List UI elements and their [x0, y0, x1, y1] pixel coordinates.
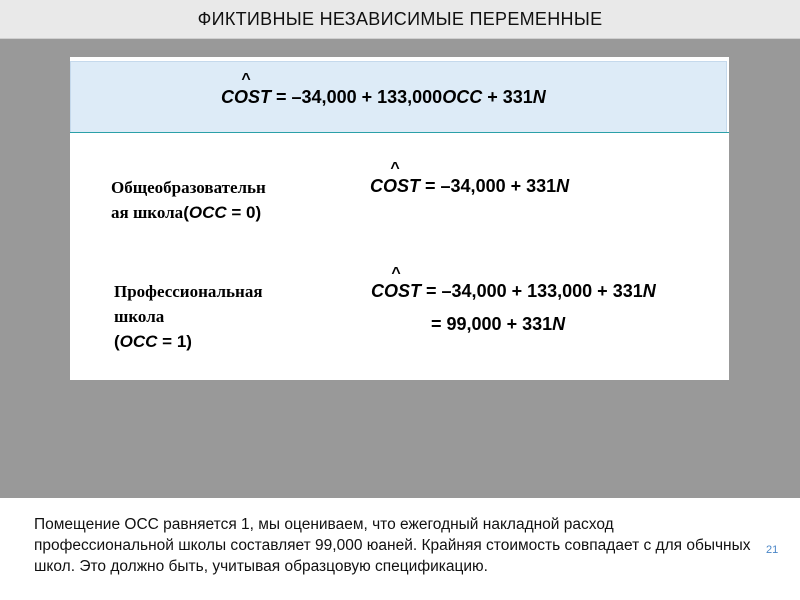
content-panel — [70, 57, 729, 380]
condition — [114, 329, 263, 354]
hat-symbol: ^ — [391, 265, 401, 282]
condition — [183, 203, 261, 222]
equation-part: = –34,000 + 331 — [420, 176, 557, 196]
n-variable: N — [532, 87, 546, 107]
n-variable: N — [552, 314, 566, 334]
page-number: 21 — [766, 544, 779, 556]
cost-hat-term — [370, 160, 421, 197]
slide-title-bar — [0, 0, 800, 39]
speaker-notes — [0, 498, 800, 600]
label-text: ая школа — [111, 203, 184, 222]
cost-hat-term — [221, 71, 272, 108]
occ-variable: OCC — [119, 332, 158, 351]
notes-text: Помещение ОСС равняется 1, мы оцениваем, что ежегодный накладной расход профессиональной школы составляет 99,000 юаней. Крайняя стоимость совпадает с для обычных школ. Это должно быть, учитывая образцовую спецификацию. — [34, 516, 751, 575]
general-school-label — [111, 175, 266, 225]
divider-line — [70, 132, 729, 133]
cost-hat-term — [371, 265, 422, 302]
occ-variable: OCC — [442, 87, 483, 107]
hat-symbol: ^ — [390, 160, 400, 177]
occ-variable: OCC — [188, 203, 227, 222]
n-variable: N — [642, 281, 656, 301]
equation-part: + 331 — [482, 87, 533, 107]
cond-open: ( — [114, 332, 120, 351]
main-equation — [221, 71, 546, 108]
general-school-equation — [370, 160, 570, 197]
equation-part: = –34,000 + 133,000 — [271, 87, 443, 107]
label-line — [111, 200, 266, 225]
cost-variable: COST — [370, 176, 421, 196]
label-line: Профессиональная — [114, 282, 263, 301]
cond-close: = 1) — [157, 332, 192, 351]
label-line: школа — [114, 307, 165, 326]
hat-symbol: ^ — [241, 71, 251, 88]
equation-part: = 99,000 + 331 — [431, 314, 553, 334]
label-line: Общеобразовательн — [111, 178, 266, 197]
cost-variable: COST — [371, 281, 422, 301]
cond-close: = 0) — [226, 203, 262, 222]
equation-part: = –34,000 + 133,000 + 331 — [421, 281, 643, 301]
vocational-school-label — [114, 279, 263, 354]
vocational-school-equation-result — [431, 314, 565, 335]
vocational-school-equation — [371, 265, 656, 302]
cost-variable: COST — [221, 87, 272, 107]
n-variable: N — [556, 176, 570, 196]
cond-open: ( — [183, 203, 189, 222]
slide-title: ФИКТИВНЫЕ НЕЗАВИСИМЫЕ ПЕРЕМЕННЫЕ — [197, 8, 603, 29]
